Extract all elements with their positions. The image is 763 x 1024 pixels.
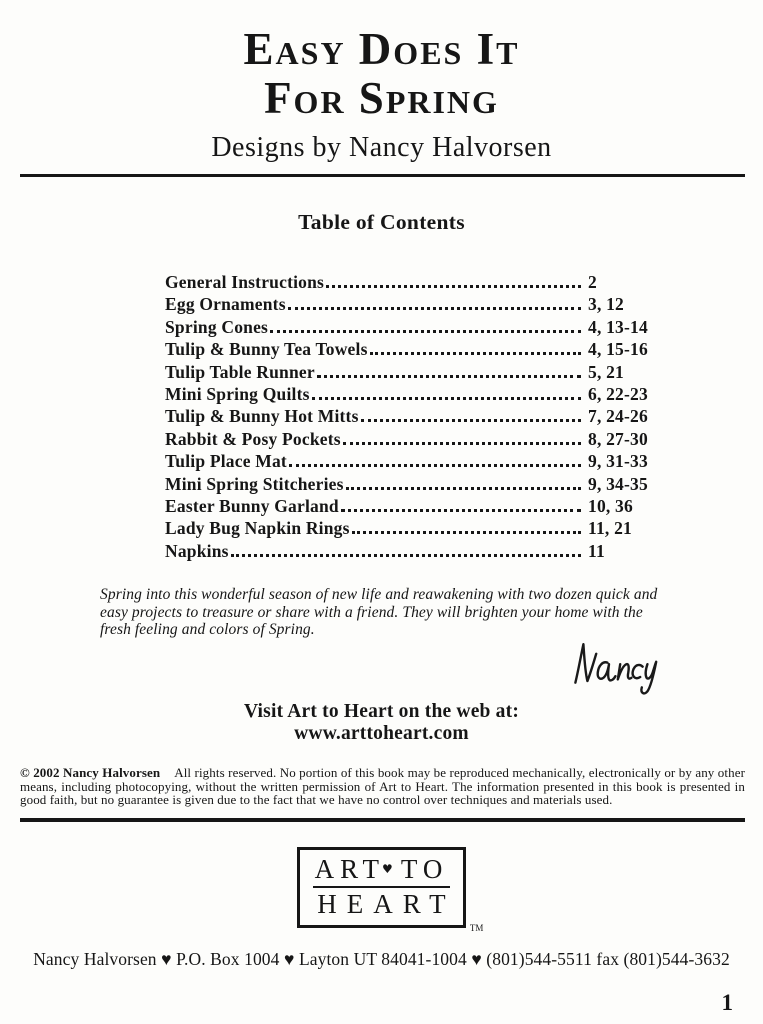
copyright-notice	[20, 766, 745, 807]
toc-entry-title: Easter Bunny Garland	[165, 496, 339, 516]
toc-dot-leader	[288, 307, 581, 310]
toc-entry	[165, 429, 662, 451]
toc-entry-pages: 2	[588, 272, 597, 293]
toc-entry	[165, 518, 662, 540]
page-number: 1	[721, 990, 733, 1015]
toc-entry-title: Lady Bug Napkin Rings	[165, 518, 350, 539]
toc-entry-pages: 4, 15-16	[588, 339, 648, 360]
intro-blurb: Spring into this wonderful season of new life and reawakening with two dozen quick and easy projects to treasure or share with a friend. They will brighten your home with the fresh feeling and colors of Spring.	[100, 586, 658, 639]
nancy-signature	[569, 641, 665, 697]
toc-entry-pages: 11, 21	[588, 518, 632, 539]
web-url: www.arttoheart.com	[294, 722, 469, 744]
toc-entry-title: Spring Cones	[165, 316, 269, 337]
toc-dot-leader	[312, 397, 581, 400]
toc-entry-title: Tulip & Bunny Tea Towels	[165, 339, 368, 360]
toc-entry-title: Tulip & Bunny Hot Mitts	[165, 406, 359, 427]
signature-row	[0, 641, 665, 697]
web-callout-line1: Visit Art to Heart on the web at:	[243, 700, 520, 722]
toc-entry-pages: 5, 21	[588, 361, 624, 382]
toc-dot-leader	[352, 531, 581, 534]
trademark-symbol: TM	[469, 923, 484, 934]
toc-entry-title: Mini Spring Stitcheries	[165, 473, 344, 494]
book-title-line2: For Spring	[264, 73, 499, 124]
toc-entry	[165, 384, 662, 406]
toc-dot-leader	[289, 464, 581, 467]
toc-entry-pages: 11	[588, 540, 605, 561]
toc-entry-title: Tulip Table Runner	[165, 361, 315, 382]
toc-entry	[165, 272, 662, 294]
logo-top-row	[313, 855, 451, 888]
logo-box	[297, 847, 467, 929]
art-to-heart-logo	[297, 847, 484, 934]
logo-word-heart: HEART	[317, 889, 456, 919]
copyright-body: All rights reserved. No portion of this book may be reproduced mechanically, electronically or by any other means, including photocopying, without the written permission of Art to Heart. The information presented in this book is presented in good faith, but no guarantee is given due to the fact that we have no control over techniques and materials used.	[20, 765, 746, 808]
toc-entry-pages: 3, 12	[588, 294, 624, 315]
web-callout	[0, 701, 763, 745]
toc-entry-title: General Instructions	[165, 272, 325, 293]
toc-entry	[165, 474, 662, 496]
contact-line: Nancy Halvorsen ♥ P.O. Box 1004 ♥ Layton UT 84041-1004 ♥ (801)544-5511 fax (801)544-3632	[33, 949, 730, 970]
logo-wrap	[0, 847, 763, 934]
toc-entry	[165, 451, 662, 473]
toc-entry-title: Napkins	[165, 540, 229, 561]
toc-list	[165, 272, 662, 563]
toc-entry-pages: 7, 24-26	[588, 406, 648, 427]
toc-entry-pages: 9, 31-33	[588, 451, 648, 472]
toc-entry	[165, 496, 662, 518]
toc-entry	[165, 294, 662, 316]
toc-dot-leader	[270, 330, 581, 333]
toc-entry	[165, 317, 662, 339]
toc-dot-leader	[343, 442, 581, 445]
footer-divider-rule	[20, 818, 745, 822]
toc-dot-leader	[346, 487, 581, 490]
book-subtitle: Designs by Nancy Halvorsen	[211, 132, 552, 164]
toc-entry-pages: 10, 36	[588, 496, 633, 516]
toc-dot-leader	[370, 352, 581, 355]
toc-entry	[165, 541, 662, 563]
book-title-line1: Easy Does It	[243, 24, 520, 74]
masthead	[0, 25, 763, 164]
toc-entry	[165, 406, 662, 428]
toc-entry-pages: 4, 13-14	[588, 316, 648, 337]
toc-entry-pages: 6, 22-23	[588, 384, 648, 405]
toc-dot-leader	[317, 375, 581, 378]
copyright-lead: © 2002 Nancy Halvorsen	[20, 765, 161, 781]
book-title	[0, 25, 763, 123]
toc-dot-leader	[231, 554, 581, 557]
toc-dot-leader	[326, 285, 581, 288]
toc-dot-leader	[341, 509, 581, 512]
toc-entry-title: Rabbit & Posy Pockets	[165, 428, 341, 449]
toc-entry-pages: 9, 34-35	[588, 473, 648, 494]
toc-dot-leader	[361, 419, 581, 422]
toc-entry-title: Tulip Place Mat	[165, 451, 287, 472]
toc-entry-title: Egg Ornaments	[165, 294, 286, 315]
heart-icon: ♥	[382, 861, 399, 876]
toc-entry-title: Mini Spring Quilts	[165, 384, 310, 405]
toc-heading: Table of Contents	[298, 210, 465, 235]
logo-word-to: TO	[400, 853, 449, 884]
header-divider-rule	[20, 174, 745, 177]
toc-entry-pages: 8, 27-30	[588, 428, 648, 449]
toc-entry	[165, 339, 662, 361]
logo-word-art: ART	[314, 853, 386, 884]
toc-entry	[165, 362, 662, 384]
